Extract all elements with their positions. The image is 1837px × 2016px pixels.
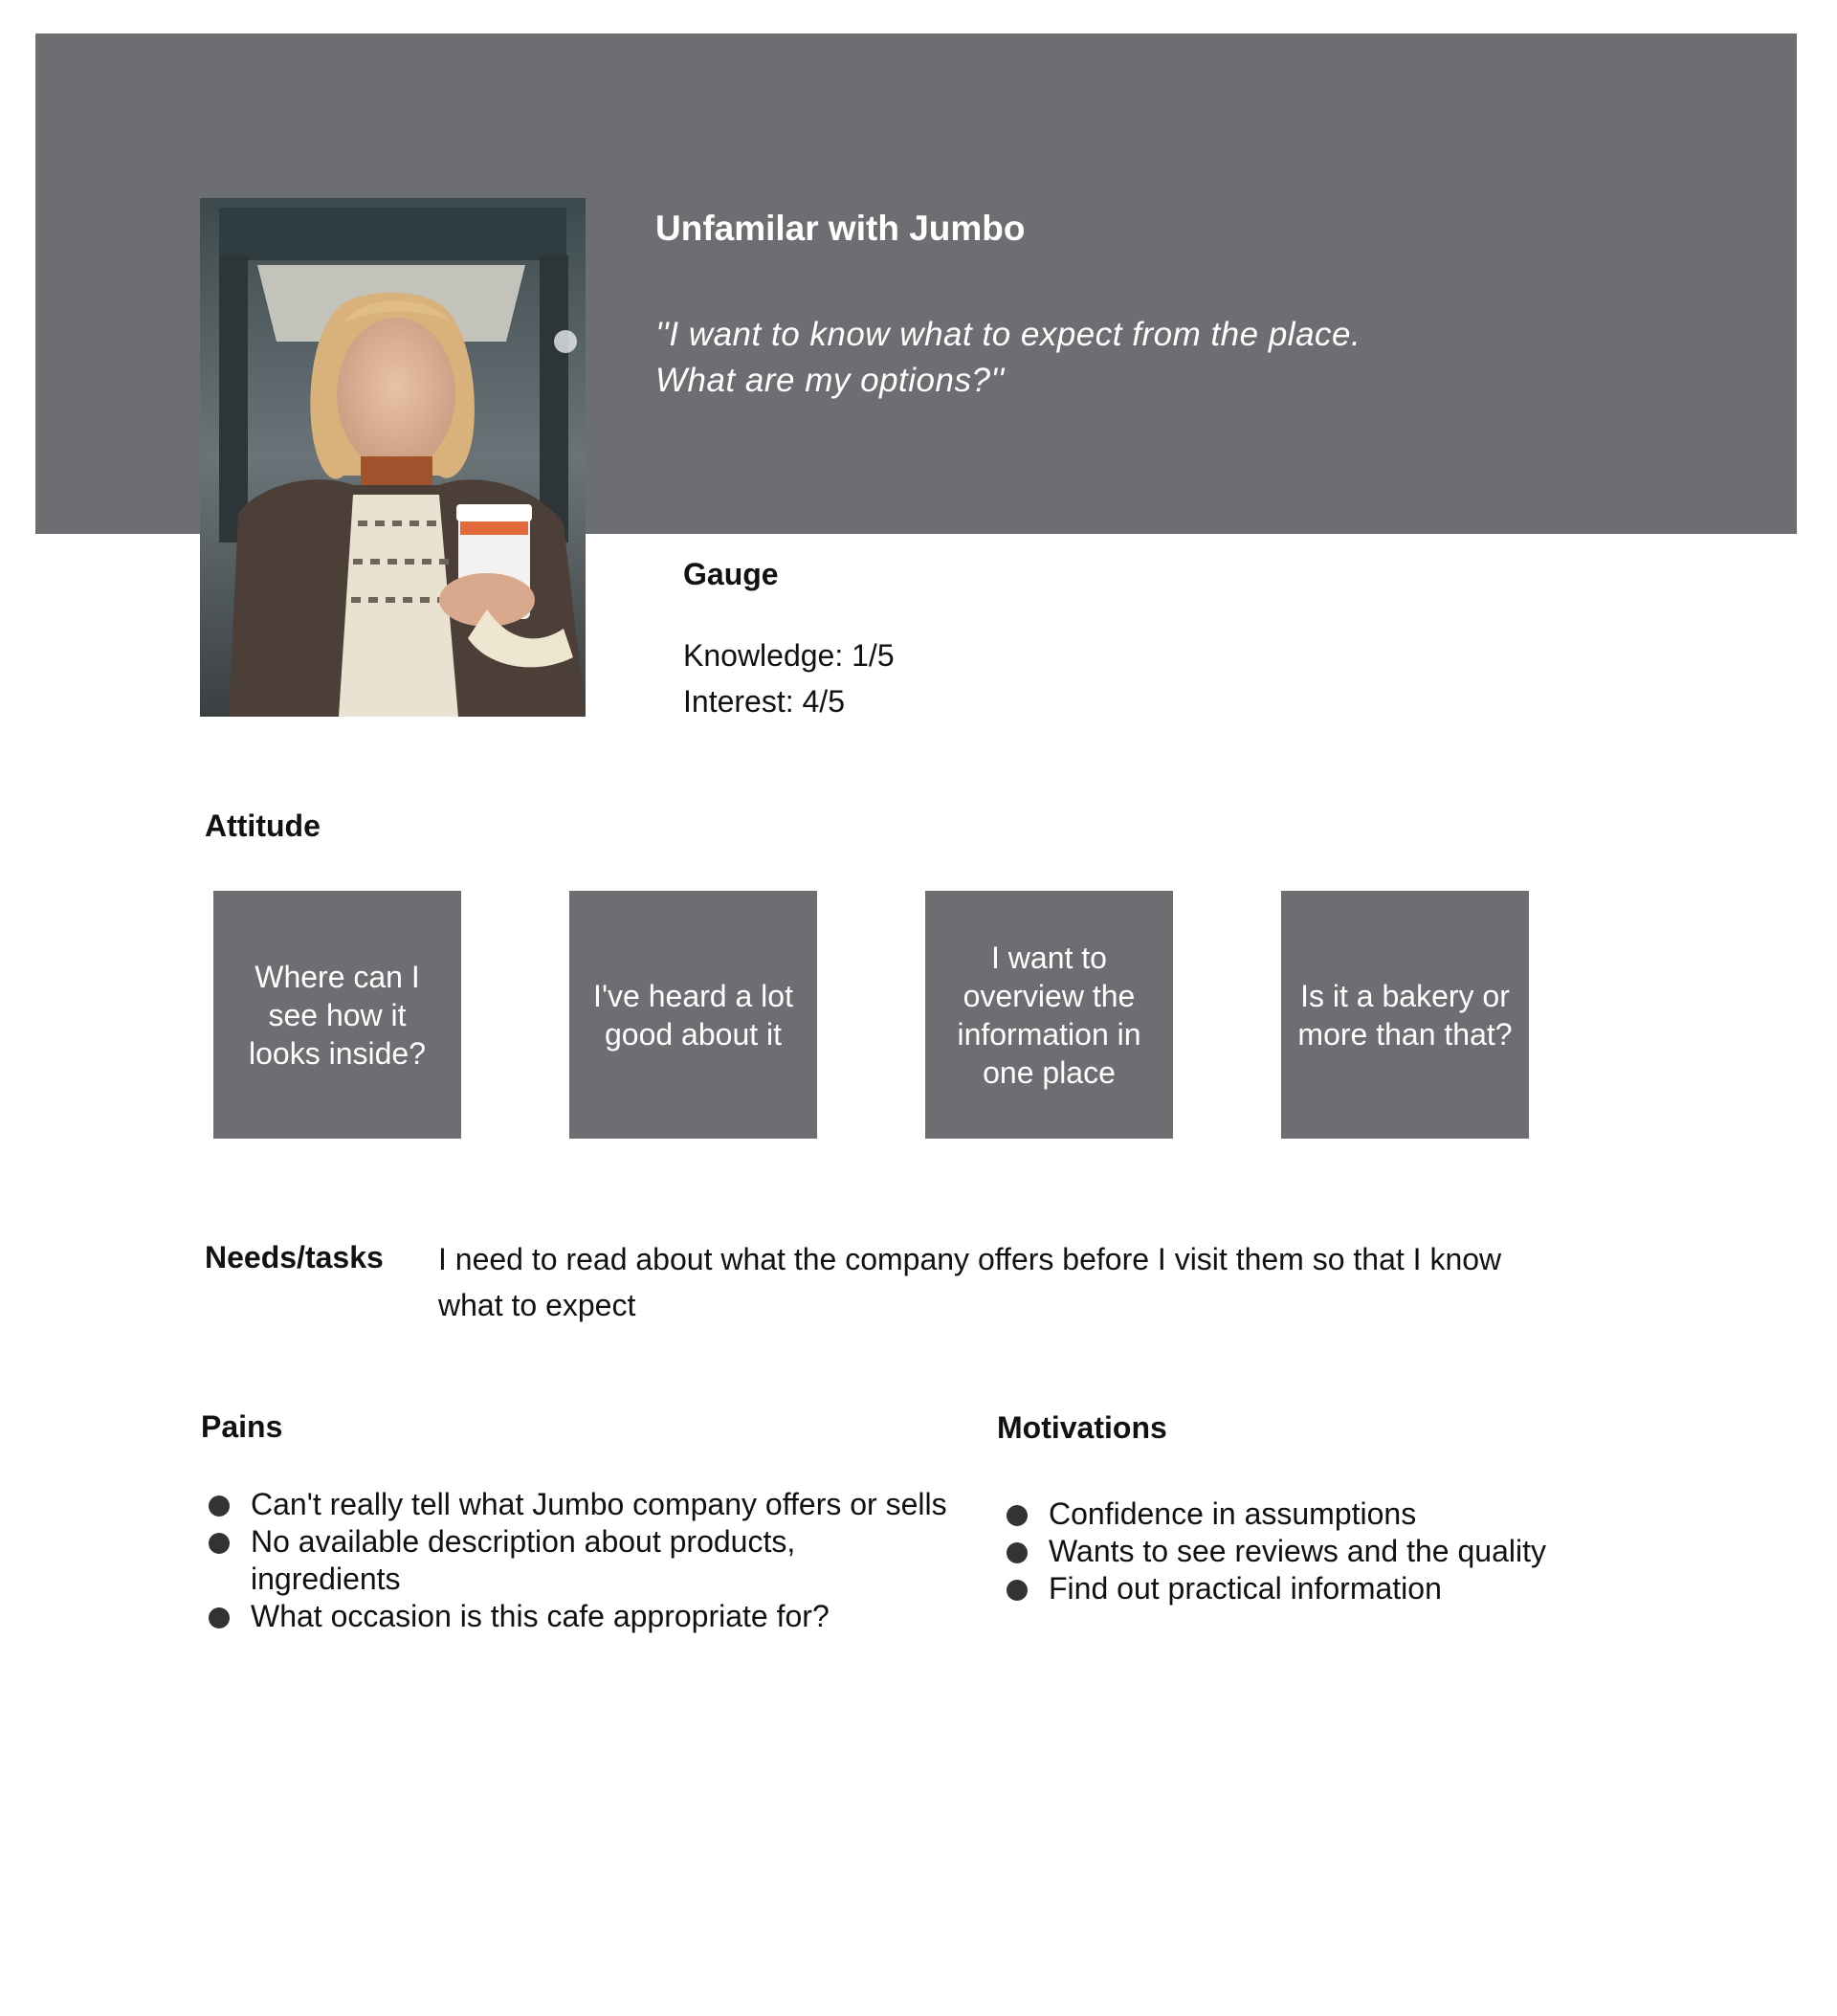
motivations-list (999, 1495, 1745, 1607)
list-item: What occasion is this cafe appropriate for? (201, 1598, 947, 1635)
persona-title: Unfamilar with Jumbo (655, 209, 1026, 248)
attitude-cards (213, 891, 1530, 1139)
list-item: Wants to see reviews and the quality (999, 1533, 1745, 1570)
needs-heading: Needs/tasks (205, 1240, 384, 1274)
attitude-card: Is it a bakery or more than that? (1281, 891, 1529, 1139)
gauge-heading: Gauge (683, 557, 779, 591)
attitude-card: Where can I see how it looks inside? (213, 891, 461, 1139)
motivations-heading: Motivations (997, 1410, 1167, 1445)
list-item: No available description about products, ingredients (201, 1523, 947, 1598)
attitude-card: I've heard a lot good about it (569, 891, 817, 1139)
attitude-heading: Attitude (205, 809, 321, 843)
persona-quote: ''I want to know what to expect from the place. What are my options?'' (655, 316, 1361, 399)
attitude-card: I want to overview the information in one place (925, 891, 1173, 1139)
persona-photo-illustration (200, 198, 586, 717)
list-item: Confidence in assumptions (999, 1495, 1745, 1533)
list-item: Can't really tell what Jumbo company offers or sells (201, 1486, 947, 1523)
gauge-knowledge: Knowledge: 1/5 (683, 638, 895, 673)
pains-list (201, 1486, 947, 1635)
gauge-interest: Interest: 4/5 (683, 684, 845, 719)
list-item: Find out practical information (999, 1570, 1745, 1607)
persona-photo (200, 198, 586, 717)
needs-text: I need to read about what the company offers before I visit them so that I know what to expect (438, 1242, 1502, 1322)
pains-heading: Pains (201, 1409, 283, 1444)
